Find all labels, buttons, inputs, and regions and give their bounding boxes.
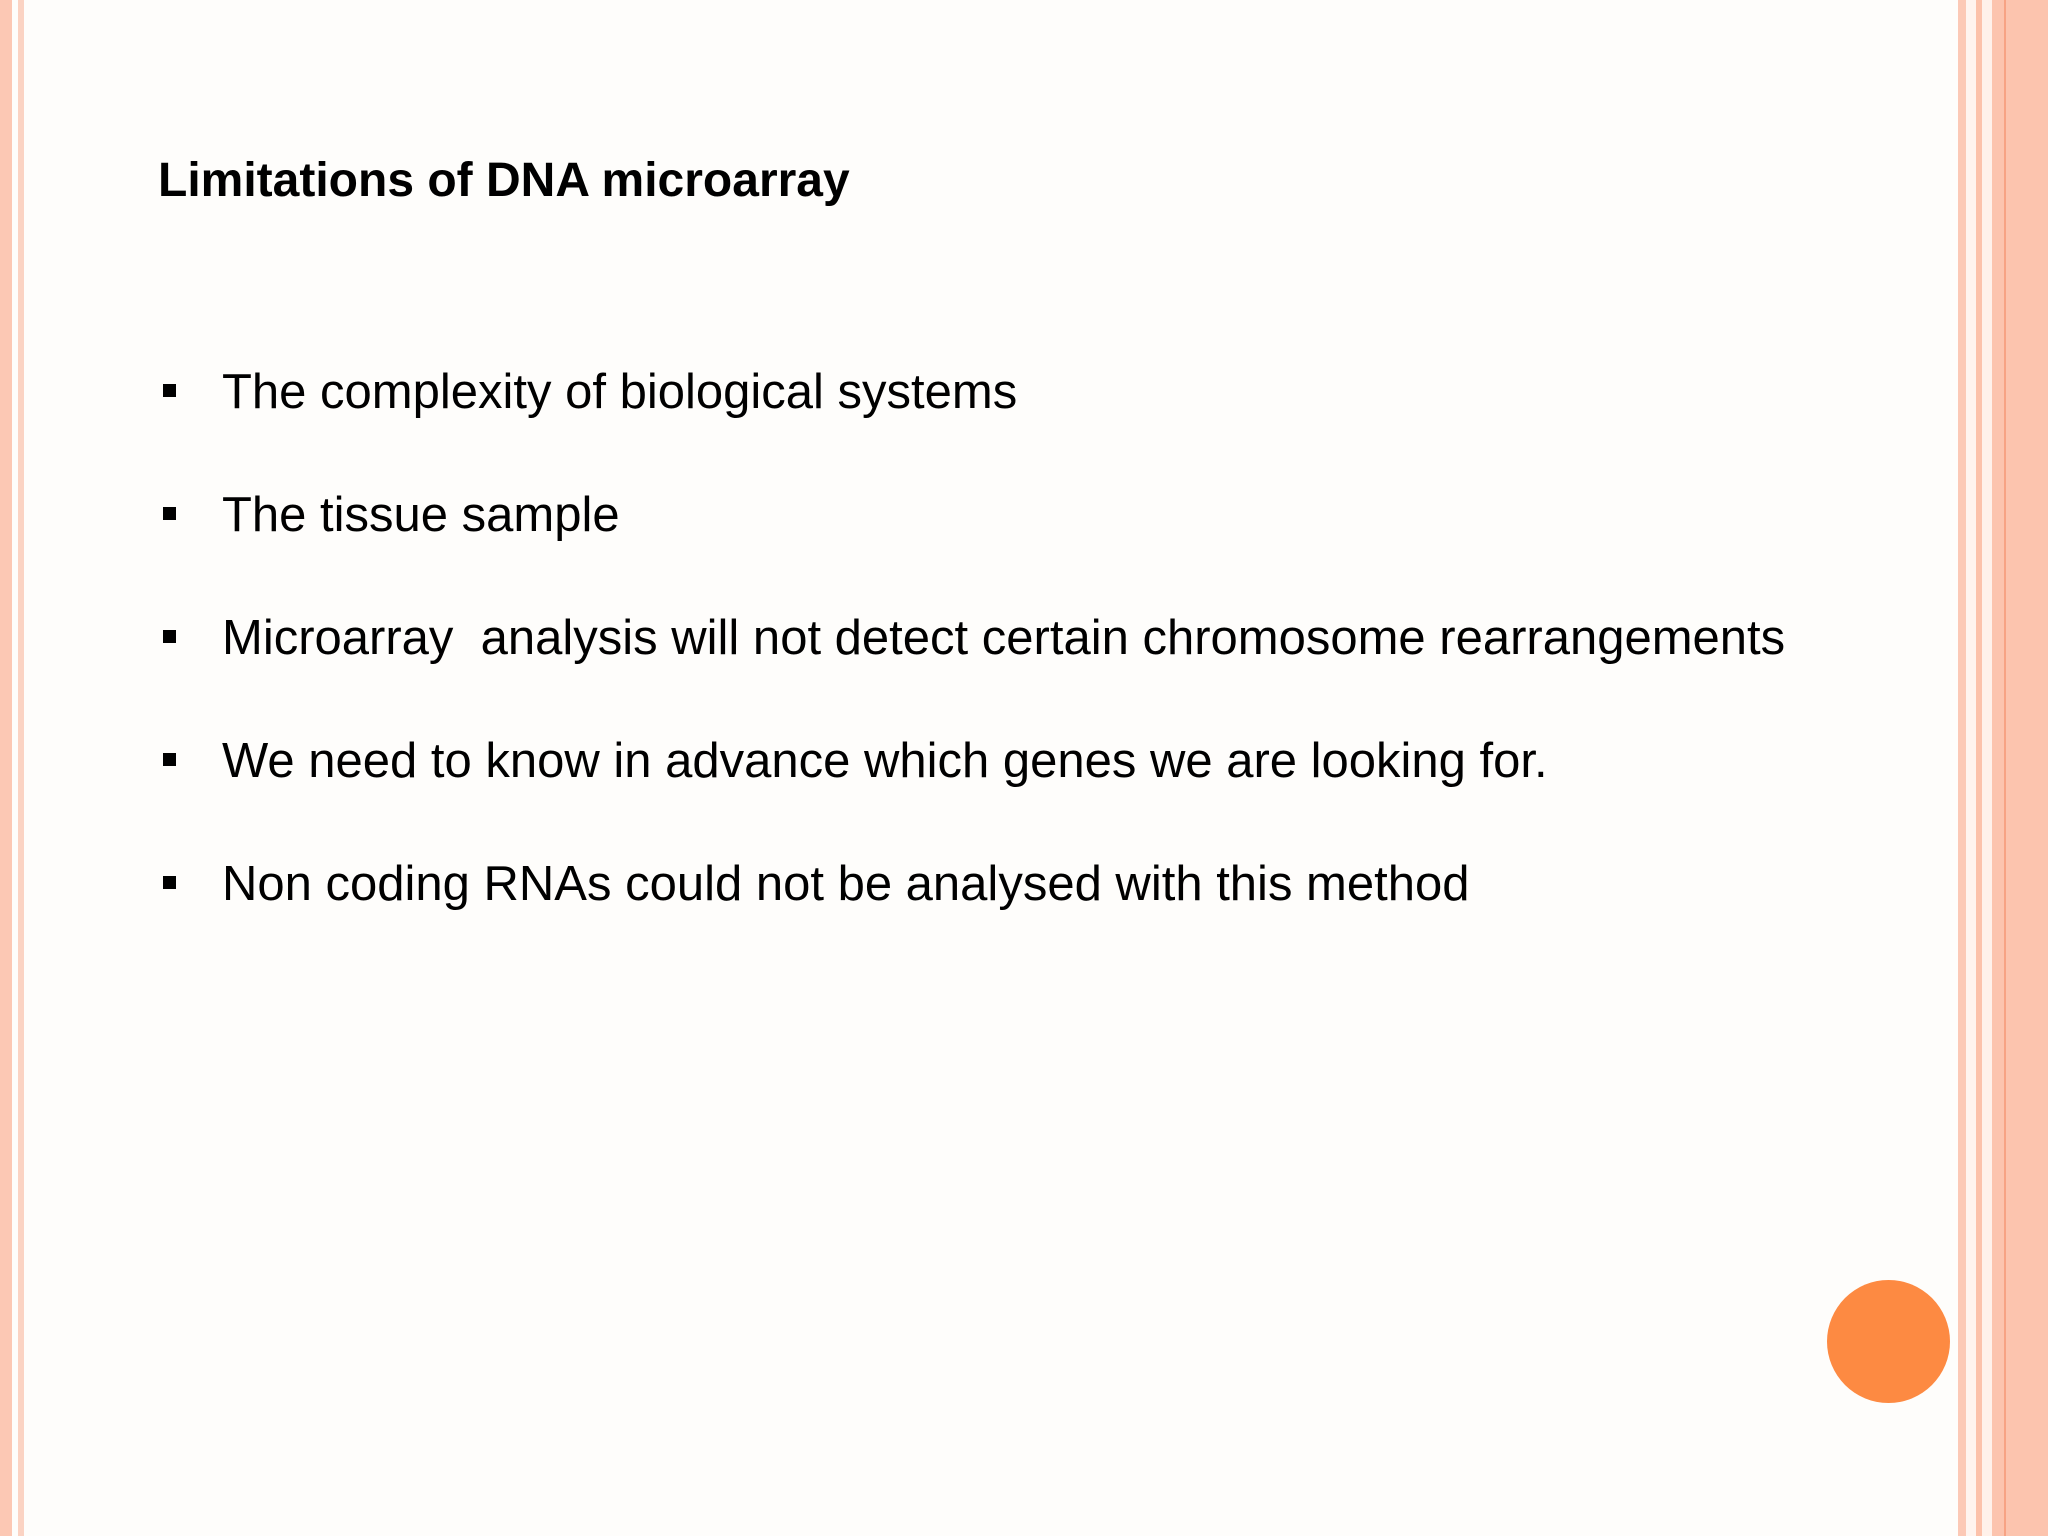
square-bullet-icon [163, 630, 176, 643]
right-border-line [2004, 0, 2006, 1536]
right-border-gap [1982, 0, 1992, 1536]
bullet-text: Microarray analysis will not detect certain chromosome rearrangements [222, 611, 1786, 665]
bullet-text: The tissue sample [222, 488, 620, 542]
right-border-stripe [1958, 0, 1966, 1536]
decorative-orange-circle [1827, 1280, 1950, 1403]
left-border-stripe [0, 0, 12, 1536]
square-bullet-icon [163, 876, 176, 889]
square-bullet-icon [163, 384, 176, 397]
right-border-gap [1966, 0, 1976, 1536]
square-bullet-icon [163, 507, 176, 520]
slide-title: Limitations of DNA microarray [158, 154, 850, 207]
bullet-text: Non coding RNAs could not be analysed with this method [222, 857, 1470, 911]
bullet-text: We need to know in advance which genes we are looking for. [222, 734, 1548, 788]
right-border-band [1992, 0, 2048, 1536]
left-border-line [18, 0, 24, 1536]
square-bullet-icon [163, 753, 176, 766]
bullet-text: The complexity of biological systems [222, 365, 1018, 419]
